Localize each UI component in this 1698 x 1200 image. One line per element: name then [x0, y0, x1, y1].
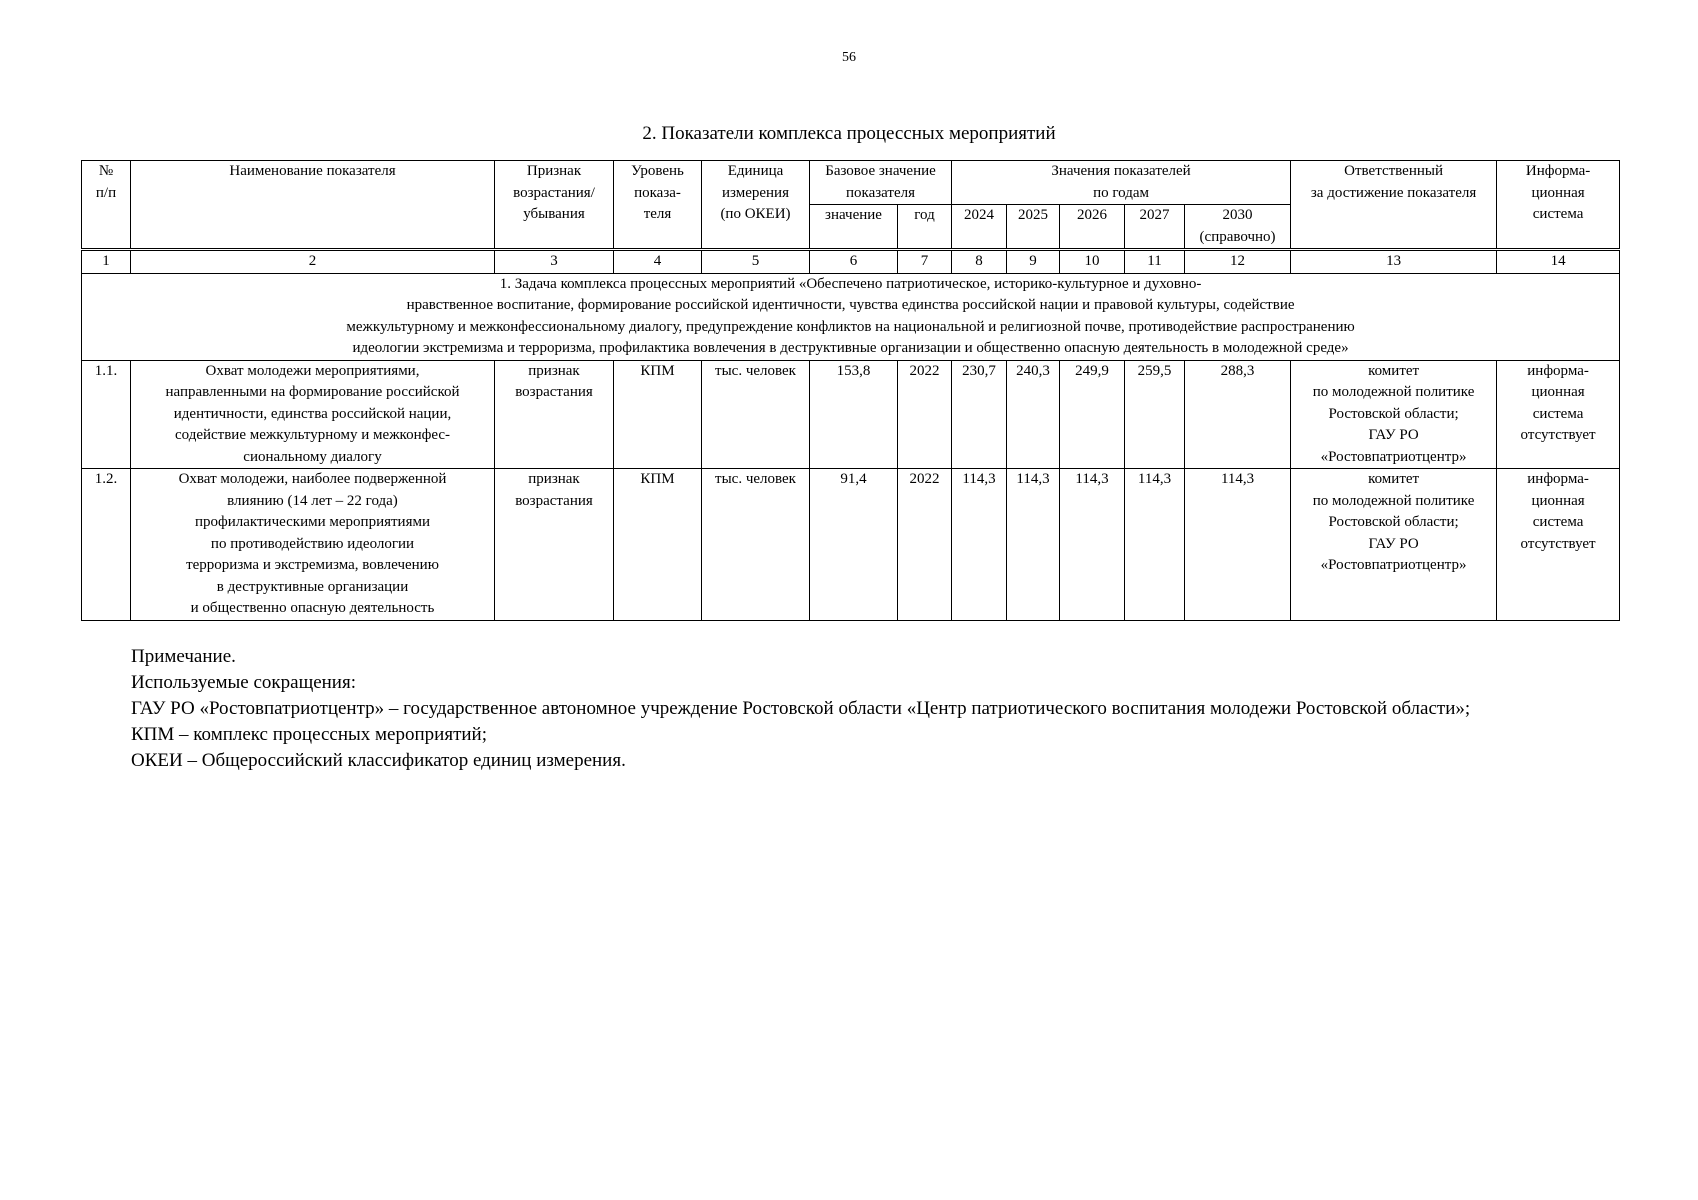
column-numbers-row — [82, 250, 1620, 274]
unit-cell: тыс. человек — [702, 469, 810, 621]
row-num: 1.2. — [82, 469, 131, 621]
responsible-cell: комитет по молодежной политике Ростовской области; ГАУ РО «Ростовпатриотцентр» — [1291, 360, 1497, 469]
base-year-cell: 2022 — [898, 360, 952, 469]
column-number: 10 — [1060, 250, 1125, 274]
header-num: № п/п — [82, 161, 131, 250]
header-info-system: Информа- ционная система — [1497, 161, 1620, 250]
note-abbreviation: ГАУ РО «Ростовпатриотцентр» – государственное автономное учреждение Ростовской области «Центр патриотического воспитания молодежи Ростовской области»; — [131, 698, 1471, 719]
value-2024-cell: 230,7 — [952, 360, 1007, 469]
note-abbreviation: ОКЕИ – Общероссийский классификатор единиц измерения. — [131, 750, 626, 771]
header-year-2027: 2027 — [1125, 205, 1185, 250]
header-responsible: Ответственный за достижение показателя — [1291, 161, 1497, 250]
header-row-1 — [82, 161, 1620, 205]
column-number: 11 — [1125, 250, 1185, 274]
level-cell: КПМ — [614, 469, 702, 621]
note-abbreviations-title: Используемые сокращения: — [131, 672, 356, 693]
column-number: 7 — [898, 250, 952, 274]
value-2025-cell: 114,3 — [1007, 469, 1060, 621]
header-base-year: год — [898, 205, 952, 250]
value-2027-cell: 259,5 — [1125, 360, 1185, 469]
column-number: 1 — [82, 250, 131, 274]
base-year-cell: 2022 — [898, 469, 952, 621]
value-2030-cell: 288,3 — [1185, 360, 1291, 469]
header-trend: Признак возрастания/ убывания — [495, 161, 614, 250]
column-number: 4 — [614, 250, 702, 274]
task-row — [82, 273, 1620, 360]
column-number: 2 — [131, 250, 495, 274]
header-values: Значения показателей по годам — [952, 161, 1291, 205]
section-title: 2. Показатели комплекса процессных мероприятий — [642, 123, 1056, 144]
column-number: 5 — [702, 250, 810, 274]
trend-cell: признак возрастания — [495, 469, 614, 621]
header-base: Базовое значение показателя — [810, 161, 952, 205]
row-num: 1.1. — [82, 360, 131, 469]
header-year-2026: 2026 — [1060, 205, 1125, 250]
notes — [131, 644, 1470, 774]
column-number: 13 — [1291, 250, 1497, 274]
base-value-cell: 153,8 — [810, 360, 898, 469]
value-2025-cell: 240,3 — [1007, 360, 1060, 469]
table-row — [82, 360, 1620, 469]
indicators-table — [81, 160, 1620, 621]
note-abbreviation: КПМ – комплекс процессных мероприятий; — [131, 724, 487, 745]
trend-cell: признак возрастания — [495, 360, 614, 469]
column-number: 9 — [1007, 250, 1060, 274]
column-number: 3 — [495, 250, 614, 274]
info-system-cell: информа- ционная система отсутствует — [1497, 469, 1620, 621]
level-cell: КПМ — [614, 360, 702, 469]
task-description: 1. Задача комплекса процессных мероприятий «Обеспечено патриотическое, историко-культурное и духовно- нравственное воспитание, формирование российской идентичности, чувства единства российской нации и правовой культуры, содействие межкультурному и межконфессиональному диалогу, предупреждение конфликтов на национальной и религиозной почве, противодействие распространению идеологии экстремизма и терроризма, профилактика вовлечения в деструктивные организации и общественно опасную деятельность в молодежной среде» — [82, 273, 1620, 360]
base-value-cell: 91,4 — [810, 469, 898, 621]
header-year-2030: 2030 (справочно) — [1185, 205, 1291, 250]
header-year-2024: 2024 — [952, 205, 1007, 250]
table-row — [82, 469, 1620, 621]
note-heading: Примечание. — [131, 646, 236, 667]
value-2024-cell: 114,3 — [952, 469, 1007, 621]
indicator-name: Охват молодежи мероприятиями, направленными на формирование российской идентичности, единства российской нации, содействие межкультурному и межконфес- сиональному диалогу — [131, 360, 495, 469]
header-base-value: значение — [810, 205, 898, 250]
header-name: Наименование показателя — [131, 161, 495, 250]
page-number: 56 — [842, 50, 856, 65]
responsible-cell: комитет по молодежной политике Ростовской области; ГАУ РО «Ростовпатриотцентр» — [1291, 469, 1497, 621]
unit-cell: тыс. человек — [702, 360, 810, 469]
column-number: 8 — [952, 250, 1007, 274]
column-number: 12 — [1185, 250, 1291, 274]
value-2027-cell: 114,3 — [1125, 469, 1185, 621]
value-2030-cell: 114,3 — [1185, 469, 1291, 621]
indicator-name: Охват молодежи, наиболее подверженной влиянию (14 лет – 22 года) профилактическими мероприятиями по противодействию идеологии терроризма и экстремизма, вовлечению в деструктивные организации и общественно опасную деятельность — [131, 469, 495, 621]
header-year-2025: 2025 — [1007, 205, 1060, 250]
info-system-cell: информа- ционная система отсутствует — [1497, 360, 1620, 469]
header-level: Уровень показа- теля — [614, 161, 702, 250]
value-2026-cell: 249,9 — [1060, 360, 1125, 469]
header-unit: Единица измерения (по ОКЕИ) — [702, 161, 810, 250]
column-number: 14 — [1497, 250, 1620, 274]
value-2026-cell: 114,3 — [1060, 469, 1125, 621]
column-number: 6 — [810, 250, 898, 274]
